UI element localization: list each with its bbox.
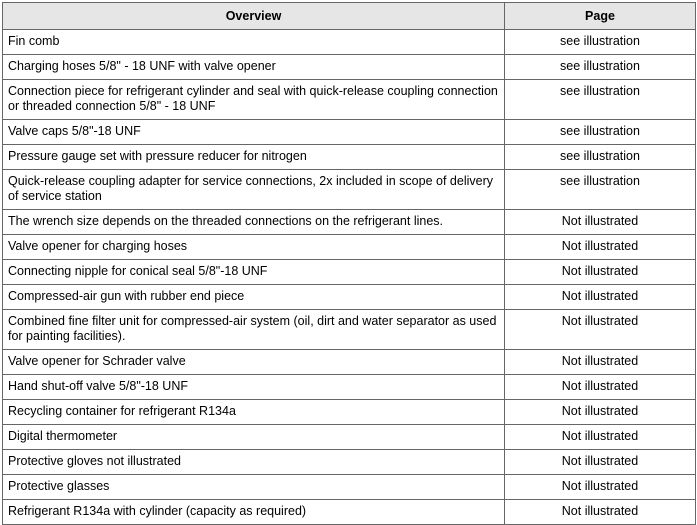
page-cell: Not illustrated [505, 210, 696, 235]
page-cell: Not illustrated [505, 260, 696, 285]
overview-cell: Pressure gauge set with pressure reducer for nitrogen [3, 145, 505, 170]
overview-cell: Quick-release coupling adapter for service connections, 2x included in scope of delivery of service station [3, 170, 505, 210]
overview-cell: The wrench size depends on the threaded connections on the refrigerant lines. [3, 210, 505, 235]
overview-cell: Charging hoses 5/8" - 18 UNF with valve opener [3, 55, 505, 80]
table-row [3, 475, 696, 500]
table-row [3, 260, 696, 285]
page-cell: see illustration [505, 145, 696, 170]
page-cell: Not illustrated [505, 500, 696, 525]
table-row [3, 310, 696, 350]
overview-table [2, 2, 696, 525]
table-row [3, 210, 696, 235]
overview-cell: Protective gloves not illustrated [3, 450, 505, 475]
overview-cell: Valve opener for Schrader valve [3, 350, 505, 375]
table-row [3, 285, 696, 310]
table-header-row [3, 3, 696, 30]
overview-cell: Recycling container for refrigerant R134a [3, 400, 505, 425]
overview-cell: Valve caps 5/8"-18 UNF [3, 120, 505, 145]
table-row [3, 80, 696, 120]
table-row [3, 145, 696, 170]
page-cell: see illustration [505, 80, 696, 120]
overview-cell: Combined fine filter unit for compressed-air system (oil, dirt and water separator as used for painting facilities). [3, 310, 505, 350]
page-cell: see illustration [505, 55, 696, 80]
column-header-overview: Overview [3, 3, 505, 30]
table-row [3, 400, 696, 425]
overview-cell: Digital thermometer [3, 425, 505, 450]
table-row [3, 55, 696, 80]
page-cell: Not illustrated [505, 400, 696, 425]
overview-cell: Valve opener for charging hoses [3, 235, 505, 260]
overview-cell: Compressed-air gun with rubber end piece [3, 285, 505, 310]
page-cell: Not illustrated [505, 375, 696, 400]
overview-cell: Connecting nipple for conical seal 5/8"-18 UNF [3, 260, 505, 285]
table-row [3, 350, 696, 375]
overview-cell: Protective glasses [3, 475, 505, 500]
table-row [3, 170, 696, 210]
table-row [3, 30, 696, 55]
page-cell: Not illustrated [505, 475, 696, 500]
table-row [3, 425, 696, 450]
page-cell: Not illustrated [505, 310, 696, 350]
table-row [3, 235, 696, 260]
table-row [3, 450, 696, 475]
page-cell: Not illustrated [505, 450, 696, 475]
table-row [3, 375, 696, 400]
table-row [3, 120, 696, 145]
column-header-page: Page [505, 3, 696, 30]
page-cell: see illustration [505, 120, 696, 145]
page-cell: see illustration [505, 170, 696, 210]
overview-cell: Connection piece for refrigerant cylinder and seal with quick-release coupling connection or threaded connection 5/8" - 18 UNF [3, 80, 505, 120]
page-cell: Not illustrated [505, 235, 696, 260]
overview-cell: Hand shut-off valve 5/8"-18 UNF [3, 375, 505, 400]
page-cell: Not illustrated [505, 425, 696, 450]
overview-cell: Fin comb [3, 30, 505, 55]
page-cell: Not illustrated [505, 285, 696, 310]
overview-cell: Refrigerant R134a with cylinder (capacity as required) [3, 500, 505, 525]
page-cell: Not illustrated [505, 350, 696, 375]
table-row [3, 500, 696, 525]
page-cell: see illustration [505, 30, 696, 55]
